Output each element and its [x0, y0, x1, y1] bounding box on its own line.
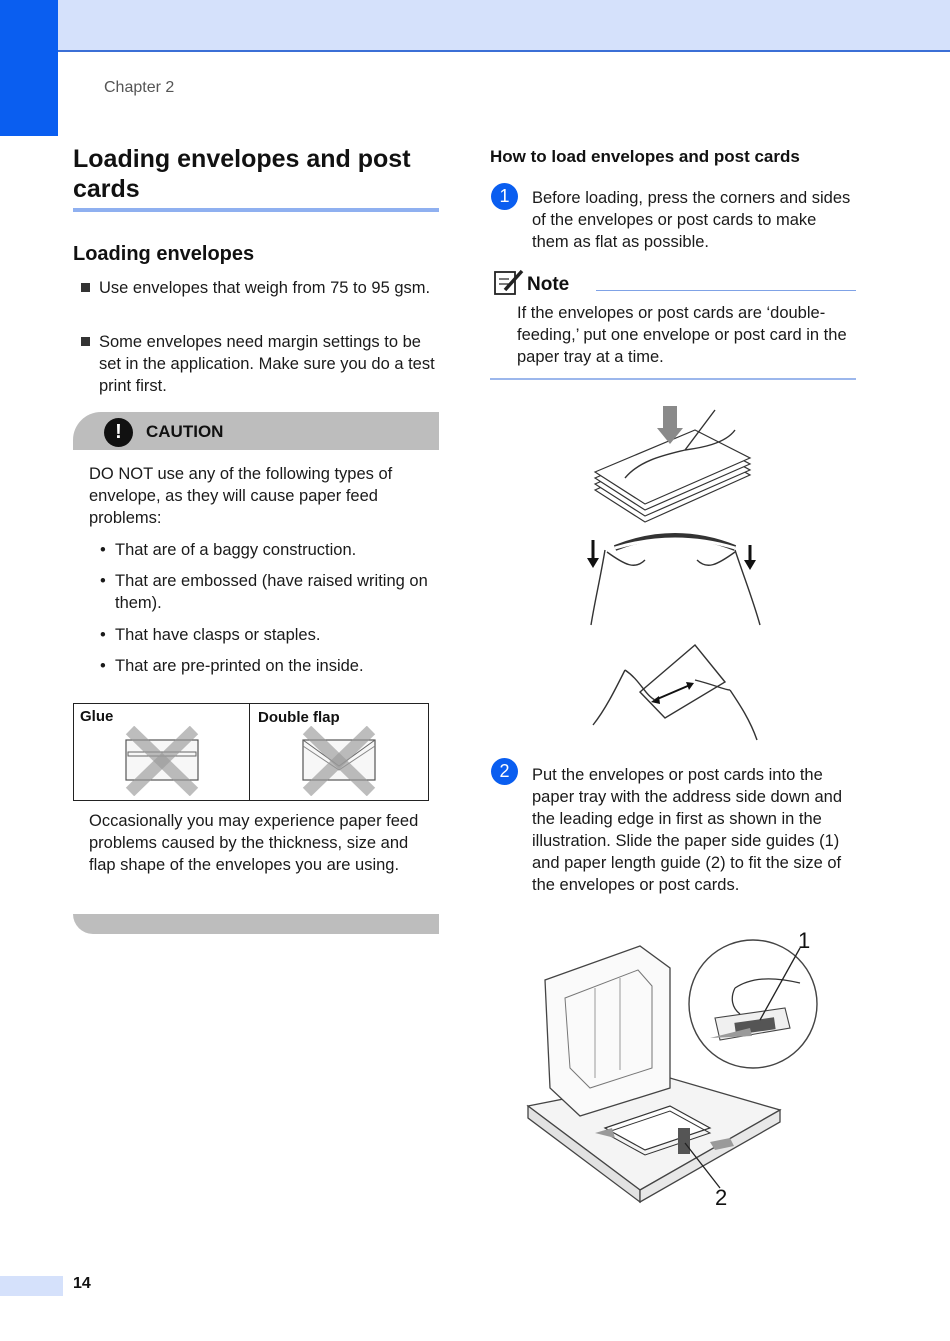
square-bullet-icon: [81, 337, 90, 346]
page-number: 14: [73, 1275, 91, 1292]
footer-band: [0, 1276, 63, 1296]
subsection-title: Loading envelopes: [73, 243, 255, 265]
step-1-text: Before loading, press the corners and sides of the envelopes or post cards to make them as flat as possible.: [532, 189, 851, 251]
title-rule: [73, 208, 439, 212]
caution-intro: DO NOT use any of the following types of envelope, as they will cause paper feed problems:: [89, 465, 393, 527]
exclamation-icon: !: [104, 418, 133, 447]
caution-closing: Occasionally you may experience paper feed problems caused by the thickness, size and flap shape of the envelopes you are using.: [89, 812, 419, 874]
table-header-glue: Glue: [80, 708, 114, 725]
bullet-dot-icon: •: [100, 572, 106, 590]
callout-2-label: 2: [715, 1185, 728, 1210]
table-header-double-flap: Double flap: [258, 709, 340, 726]
list-item: Some envelopes need margin settings to be set in the application. Make sure you do a test print first.: [81, 331, 441, 397]
glue-envelope-crossed-icon: [122, 726, 202, 796]
double-flap-envelope-crossed-icon: [299, 726, 379, 796]
note-rule-bottom: [490, 378, 856, 380]
caution-footer: [73, 914, 439, 934]
howto-title: How to load envelopes and post cards: [490, 147, 800, 166]
list-item: • That have clasps or staples.: [100, 626, 321, 644]
list-item: • That are embossed (have raised writing on them).: [100, 572, 428, 612]
bullet-dot-icon: •: [100, 657, 106, 675]
flatten-envelopes-illustration: [585, 400, 765, 750]
list-item: Use envelopes that weigh from 75 to 95 gsm.: [81, 277, 441, 299]
list-item: • That are of a baggy construction.: [100, 541, 357, 559]
bullet-dot-icon: •: [100, 541, 106, 559]
note-rule: [596, 290, 856, 291]
paper-tray-illustration: [520, 928, 830, 1213]
header-band: [0, 0, 950, 52]
chapter-tab: [0, 0, 58, 136]
list-item: • That are pre-printed on the inside.: [100, 657, 364, 675]
bullet-dot-icon: •: [100, 626, 106, 644]
section-title: Loading envelopes and post cards: [73, 145, 411, 203]
square-bullet-icon: [81, 283, 90, 292]
step-2-badge: 2: [491, 758, 518, 785]
step-1-badge: 1: [491, 183, 518, 210]
table-divider: [249, 703, 250, 800]
note-label: Note: [527, 274, 570, 295]
note-pencil-icon: [493, 268, 525, 298]
caution-label: CAUTION: [146, 422, 224, 441]
note-text: If the envelopes or post cards are ‘double-feeding,’ put one envelope or post card in the paper tray at a time.: [517, 304, 847, 366]
chapter-label: Chapter 2: [104, 79, 175, 96]
callout-1-label: 1: [798, 928, 811, 953]
step-2-text: Put the envelopes or post cards into the paper tray with the address side down and the leading edge in first as shown in the illustration. Slide the paper side guides (1) and paper length guide (2) to fit the size of the envelopes or post cards.: [532, 766, 843, 894]
